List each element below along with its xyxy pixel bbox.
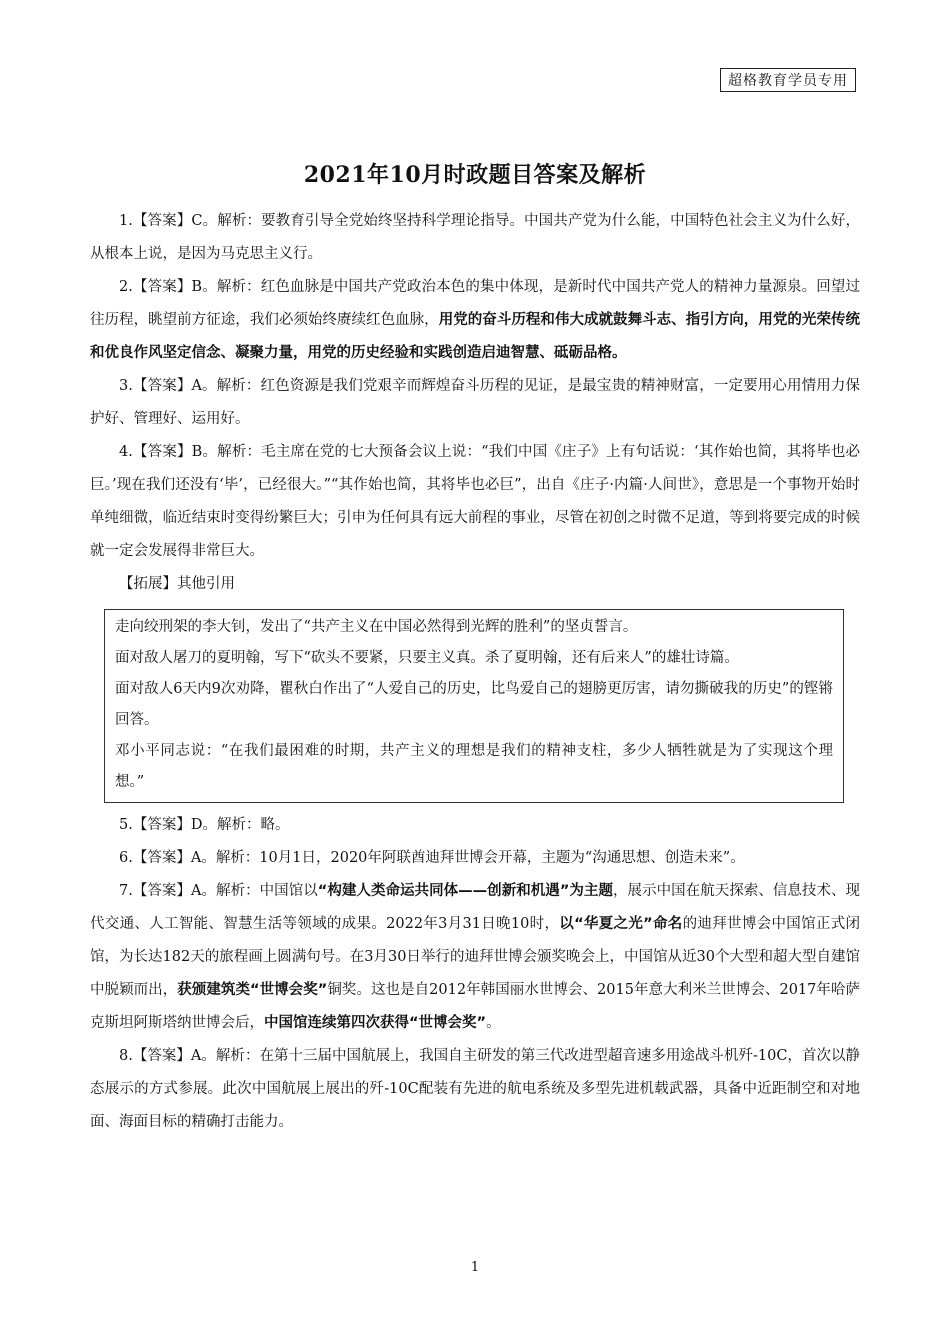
usage-stamp: 超格教育学员专用 xyxy=(720,68,856,92)
extension-label: 【拓展】其他引用 xyxy=(119,576,235,592)
answer-item-7: 7.【答案】A。解析：中国馆以“构建人类命运共同体——创新和机遇”为主题，展示中国在航天探索、信息技术、现代交通、人工智能、智慧生活等领域的成果。2022年3月31日晚10时，以“华夏之光”命名的迪拜世博会中国馆正式闭馆，为长达182天的旅程画上圆满句号。在3月30日举行的迪拜世博会颁奖晚会上，中国馆从近30个大型和超大型自建馆中脱颖而出，获颁建筑类“世博会奖”铜奖。这也是自2012年韩国丽水世博会、2015年意大利米兰世博会、2017年哈萨克斯坦阿斯塔纳世博会后，中国馆连续第四次获得“世博会奖”。 xyxy=(90,883,861,1031)
answer-item-8: 8.【答案】A。解析：在第十三届中国航展上，我国自主研发的第三代改进型超音速多用途战斗机歼-10C，首次以静态展示的方式参展。此次中国航展上展出的歼-10C配装有先进的航电系统及多型先进机载武器，具备中近距制空和对地面、海面目标的精确打击能力。 xyxy=(90,1048,860,1130)
answer-content xyxy=(90,205,860,1139)
quote-item: 邓小平同志说：“在我们最困难的时期，共产主义的理想是我们的精神支柱，多少人牺牲就是为了实现这个理想。” xyxy=(115,743,833,790)
quote-item: 面对敌人屠刀的夏明翰，写下“砍头不要紧，只要主义真。杀了夏明翰，还有后来人”的雄壮诗篇。 xyxy=(115,650,739,666)
page-number: 1 xyxy=(470,1260,480,1275)
answer-item-6: 6.【答案】A。解析：10月1日，2020年阿联酋迪拜世博会开幕，主题为“沟通思想、创造未来”。 xyxy=(119,850,745,866)
answer-item-2: 2.【答案】B。解析：红色血脉是中国共产党政治本色的集中体现，是新时代中国共产党人的精神力量源泉。回望过往历程，眺望前方征途，我们必须始终赓续红色血脉，用党的奋斗历程和伟大成就鼓舞斗志、指引方向，用党的光荣传统和优良作风坚定信念、凝聚力量，用党的历史经验和实践创造启迪智慧、砥砺品格。 xyxy=(90,279,861,361)
answer-item-5: 5.【答案】D。解析：略。 xyxy=(119,817,290,833)
quote-item: 走向绞刑架的李大钊，发出了“共产主义在中国必然得到光辉的胜利”的坚贞誓言。 xyxy=(115,619,638,635)
quote-item: 面对敌人6天内9次劝降，瞿秋白作出了“人爱自己的历史，比鸟爱自己的翅膀更厉害，请勿撕破我的历史”的铿锵回答。 xyxy=(115,681,833,728)
answer-item-3: 3.【答案】A。解析：红色资源是我们党艰辛而辉煌奋斗历程的见证，是最宝贵的精神财富，一定要用心用情用力保护好、管理好、运用好。 xyxy=(90,378,860,427)
answer-item-4: 4.【答案】B。解析：毛主席在党的七大预备会议上说：“我们中国《庄子》上有句话说：‘其作始也简，其将毕也必巨。’现在我们还没有‘毕’，已经很大。”“其作始也简，其将毕也必巨”，出自《庄子·内篇·人间世》，意思是一个事物开始时单纯细微，临近结束时变得纷繁巨大；引申为任何具有远大前程的事业，尽管在初创之时微不足道，等到将要完成的时候就一定会发展得非常巨大。 xyxy=(90,444,860,559)
extension-quote-box xyxy=(104,609,844,803)
page-title: 2021年10月时政题目答案及解析 xyxy=(303,162,647,188)
answer-item-1: 1.【答案】C。解析：要教育引导全党始终坚持科学理论指导。中国共产党为什么能，中国特色社会主义为什么好，从根本上说，是因为马克思主义行。 xyxy=(90,213,860,262)
